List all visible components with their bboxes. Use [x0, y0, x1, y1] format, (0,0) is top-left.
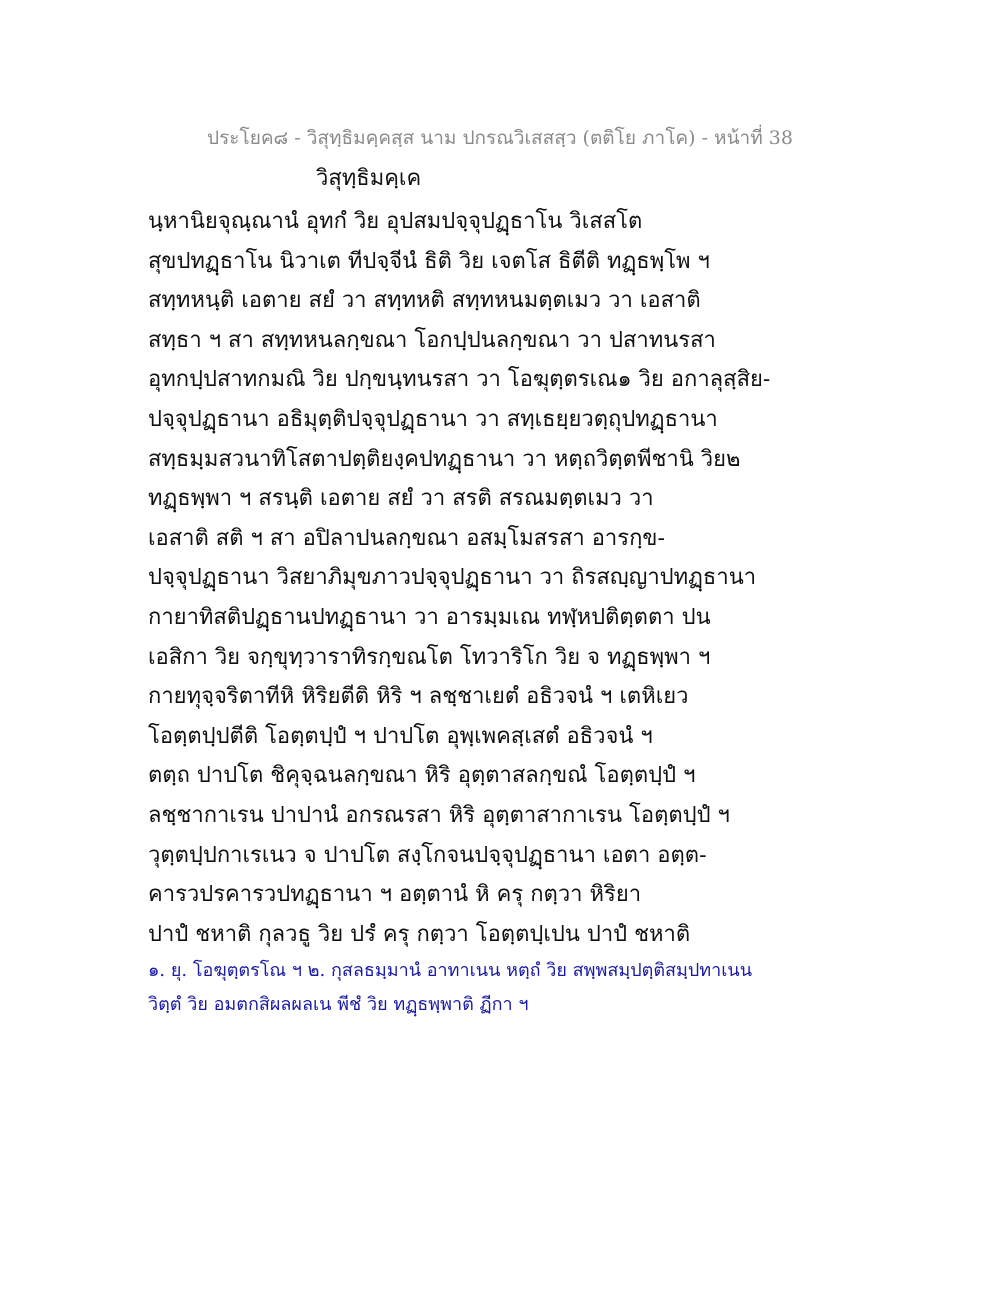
footnote-line: วิตฺตํ วิย อมตกสิผลผลเน พีชํ วิย ทฏฺธพฺพาติ ฏีกา ฯ [148, 994, 529, 1015]
text-line: เอสิกา วิย จกฺขุทฺวาราทิรกฺขณโต โทวาริโก วิย จ ทฏฺธพฺพา ฯ [148, 644, 711, 670]
text-line: ปาปํ ชหาติ กุลวธู วิย ปรํ ครุ กตฺวา โอตฺตปฺเปน ปาปํ ชหาติ [148, 921, 691, 947]
text-line: สทฺธมฺมสวนาทิโสตาปตฺติยงฺคปทฏฺธานา วา หตฺถวิตฺตพีชานิ วิย๒ [148, 446, 741, 472]
text-line: อุทกปฺปสาทกมณิ วิย ปกฺขนฺทนรสา วา โอฆุตฺตรเณ๑ วิย อกาลุสฺสิย- [148, 367, 771, 393]
book-title: วิสุทฺธิมคฺเค [316, 166, 422, 191]
text-line: ปจฺจุปฏฺธานา วิสยาภิมุขภาวปจฺจุปฏฺธานา วา ถิรสญฺญาปทฏฺธานา [148, 565, 757, 591]
text-line: กายาทิสติปฏฺธานปทฏฺธานา วา อารมฺมเณ ทฬฺหปติตฺตตา ปน [148, 604, 711, 630]
text-line: โอตฺตปฺปตีติ โอตฺตปฺปํ ฯ ปาปโต อุพฺเพคสฺเสตํ อธิวจนํ ฯ [148, 723, 653, 749]
text-line: ทฏฺธพฺพา ฯ สรนฺติ เอตาย สยํ วา สรติ สรณมตฺตเมว วา [148, 486, 654, 512]
text-line: สุขปทฏฺธาโน นิวาเต ทีปจฺจีนํ ธิติ วิย เจตโส ธิตีติ ทฏฺธพฺโพ ฯ [148, 248, 710, 274]
page-header: ประโยค๘ - วิสุทฺธิมคฺคสฺส นาม ปกรณวิเสสสฺว (ตติโย ภาโค) - หน้าที่ 38 [207, 127, 793, 149]
footnotes [148, 954, 868, 1022]
text-line: คารวปรคารวปทฏฺธานา ฯ อตฺตานํ หิ ครุ กตฺวา หิริยา [148, 882, 642, 908]
text-line: กายทุจฺจริตาทีหิ หิริยตีติ หิริ ฯ ลชฺชาเยตํ อธิวจนํ ฯ เตหิเยว [148, 684, 689, 710]
text-line: สทฺธา ฯ สา สทฺทหนลกฺขณา โอกปฺปนลกฺขณา วา ปสาทนรสา [148, 327, 716, 353]
text-line: ลชฺชากาเรน ปาปานํ อกรณรสา หิริ อุตฺตาสากาเรน โอตฺตปฺปํ ฯ [148, 802, 730, 828]
text-line: สทฺทหนฺติ เอตาย สยํ วา สทฺทหติ สทฺทหนมตฺตเมว วา เอสาติ [148, 288, 701, 314]
text-line: นฺหานิยจุณฺณานํ อุทกํ วิย อุปสมปจฺจุปฏฺธาโน วิเสสโต [148, 209, 643, 234]
text-line: วุตฺตปฺปกาเรเนว จ ปาปโต สงฺโกจนปจฺจุปฏฺธานา เอตา อตฺต- [148, 842, 707, 868]
text-line: ปจฺจุปฏฺธานา อธิมุตฺติปจฺจุปฏฺธานา วา สทฺเธยฺยวตฺถุปทฏฺธานา [148, 406, 718, 432]
text-line: ตตฺถ ปาปโต ชิคุจฺฉนลกฺขณา หิริ อุตฺตาสลกฺขณํ โอตฺตปฺปํ ฯ [148, 763, 696, 789]
body-text [148, 202, 868, 954]
text-line: เอสาติ สติ ฯ สา อปิลาปนลกฺขณา อสมฺโมสรสา อารกฺข- [148, 525, 665, 551]
footnote-line: ๑. ยุ. โอฆุตฺตรโณ ฯ ๒. กุสลธมฺมานํ อาทาเนน หตฺถํ วิย สพฺพสมฺปตฺติสมฺปทาเนน [148, 960, 753, 981]
